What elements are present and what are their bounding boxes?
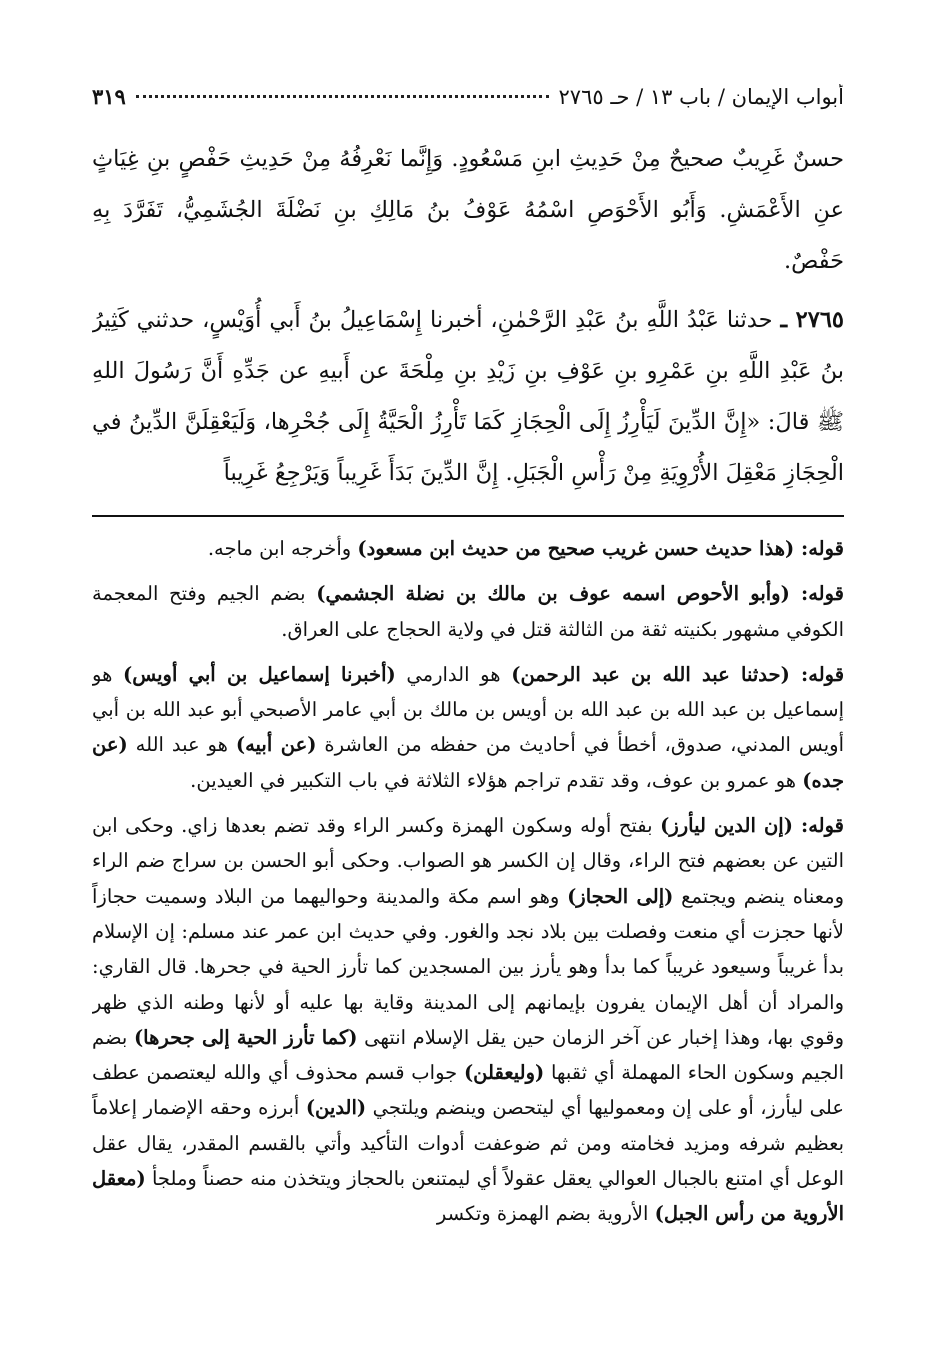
commentary-text: بفتح أوله وسكون الهمزة وكسر الراء وقد تضم بعدها زاي. وحكى ابن التين عن بعضهم فتح الراء، وقال إن الكسر هو الصواب. وحكى أبو الحسن بن سراج ضم الراء ومعناه ينضم ويجتمع	[92, 814, 844, 908]
commentary-lead: قوله: (هذا حديث حسن غريب صحيح من حديث ابن مسعود)	[357, 537, 844, 560]
hadith-text: حدثنا عَبْدُ اللَّهِ بنُ عَبْدِ الرَّحْمٰنِ، أخبرنا إِسْمَاعِيلُ بنُ أَبي أُوَيْسٍ، حدثني كَثِيرُ بنُ عَبْدِ اللَّهِ بنِ عَمْرِو بنِ عَوْفِ بنِ زَيْدِ بنِ مِلْحَةَ عن أَبيهِ عن جَدِّهِ أَنَّ رَسُولَ اللهِ ﷺ قالَ: «إِنَّ الدِّينَ لَيَأْرِزُ إِلَى الْحِجَازِ كَمَا تَأْرِزُ الْحَيَّةُ إِلَى جُحْرِها، وَلَيَعْقِلَنَّ الدِّينُ في الْحِجَازِ مَعْقِلَ الأُرْوِيَةِ مِنْ رَأْسِ الْجَبَلِ. إِنَّ الدِّينَ بَدَأَ غَرِيباً وَيَرْجِعُ غَرِيباً	[92, 307, 844, 486]
running-title: أبواب الإيمان / باب ١٣ / حـ ٢٧٦٥	[558, 85, 844, 109]
commentary-text: جواب قسم محذوف أي والله ليعتصمن عطف على ليأرز، أو على إن ومعموليها أي ليتحصن وينضم ويلتجي	[92, 1061, 844, 1120]
commentary-paragraph	[92, 657, 844, 798]
commentary	[92, 531, 844, 1232]
book-page	[92, 84, 844, 1334]
commentary-quote: (عن أبيه)	[235, 733, 317, 757]
commentary-paragraph	[92, 576, 844, 647]
commentary-quote: (أخبرنا إسماعيل بن أبي أويس)	[123, 662, 396, 686]
commentary-text: بضم الجيم وفتح المعجمة الكوفي مشهور بكنيته ثقة من الثالثة قتل في ولاية الحجاج على العراق.	[92, 582, 844, 641]
commentary-quote: (كما تأرز الحية إلى جحرها)	[133, 1025, 358, 1049]
commentary-quote: (الدين)	[305, 1096, 367, 1120]
commentary-quote: (عن جده)	[92, 733, 844, 792]
commentary-lead: قوله: (وأبو الأحوص اسمه عوف بن مالك بن نضلة الجشمي)	[316, 582, 844, 606]
commentary-quote: (معقل الأروية من رأس الجبل)	[92, 1167, 844, 1226]
dotted-leader	[136, 95, 549, 98]
commentary-text: أبرزه وحقه الإضمار إعلاماً بعظيم شرفه ومزيد فخامته ومن ثم ضوعفت أدوات التأكيد وأتي بالقسم المقدر، يقال عقل الوعل أي امتنع بالجبال العوالي يعقل عقولاً أي ليمتنعن بالحجاز ويتخذن منه حصناً وملجأ	[92, 1096, 844, 1191]
matn-continuation: حسنٌ غَرِيبٌ صحيحٌ مِنْ حَدِيثِ ابنِ مَسْعُودٍ. وَإِنَّما نَعْرِفُهُ مِنْ حَدِيثِ حَفْصٍ بنِ غِيَاثٍ عنِ الأَعْمَشِ. وَأَبُو الأَحْوَصِ اسْمُهُ عَوْفُ بنُ مَالِكِ بنِ نَضْلَةَ الجُشَمِيُّ، تَفَرَّدَ بِهِ حَفْصٌ.	[92, 146, 844, 274]
main-text	[92, 134, 844, 499]
hadith-paragraph	[92, 295, 844, 499]
commentary-text: هو عمرو بن عوف، وقد تقدم تراجم هؤلاء الثلاثة في باب التكبير في العيدين.	[190, 768, 797, 792]
commentary-text: وهو اسم مكة والمدينة وحواليهما من البلاد وسميت حجازاً لأنها حجزت أي منعت وفصلت بين بلاد نجد والغور. وفي حديث ابن عمر عند مسلم: إن الإسلام بدأ غريباً وسيعود غريباً كما بدأ وهو يأرز بين المسجدين كما تأرز الحية في جحرها. قال القاري: والمراد أن أهل الإيمان يفرون بإيمانهم إلى المدينة وقاية بها عليه أو لأنها وطنه الذي ظهر وقوي بها، وهذا إخبار عن آخر الزمان حين يقل الإسلام انتهى	[92, 884, 844, 1049]
commentary-paragraph	[92, 808, 844, 1232]
commentary-text: الأروية بضم الهمزة وتكسر	[436, 1202, 649, 1226]
commentary-paragraph	[92, 531, 844, 566]
commentary-lead: قوله: (حدثنا عبد الله بن عبد الرحمن)	[511, 662, 844, 686]
commentary-text: هو عبد الله	[135, 733, 228, 757]
footnote-divider	[92, 515, 844, 517]
page-header	[92, 84, 844, 120]
commentary-text: بضم الجيم وسكون الحاء المهملة أي ثقبها	[92, 1025, 844, 1085]
page-number: ٣١٩	[92, 84, 126, 109]
commentary-lead: قوله: (إن الدين ليأرز)	[660, 814, 844, 838]
commentary-text: هو إسماعيل بن عبد الله بن عبد الله بن أويس بن مالك بن أبي عامر الأصبحي أبو عبد الله بن أبي أويس المدني، صدوق، أخطأ في أحاديث من حفظه من العاشرة	[92, 662, 844, 757]
commentary-text: هو الدارمي	[406, 662, 501, 686]
hadith-number: ٢٧٦٥ ـ	[780, 307, 844, 333]
commentary-text: وأخرجه ابن ماجه.	[207, 537, 352, 560]
commentary-quote: (إلى الحجاز)	[567, 884, 674, 908]
commentary-quote: (وليعقلن)	[463, 1061, 545, 1085]
